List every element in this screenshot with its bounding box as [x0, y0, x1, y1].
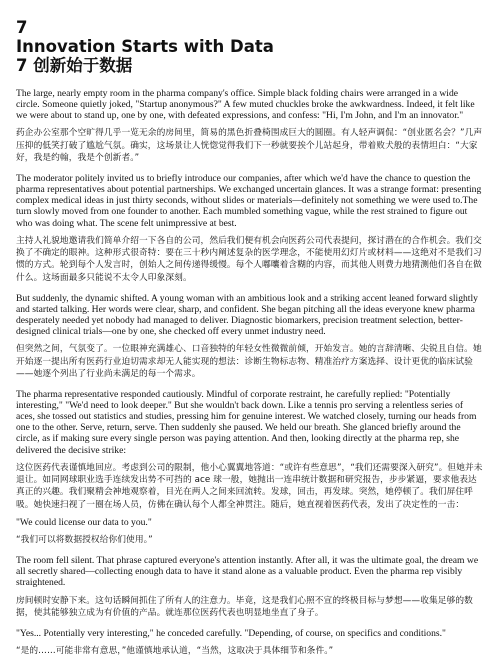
paragraph-en: The large, nearly empty room in the pharma company's office. Simple black folding chairs were arranged in a wide circle. Someone quietly joked, "Startup anonymous?" A few muted chuckles broke the awkwardness. Indeed, it felt like we were about to stand up, one by one, with defeated expressions, and confess: "Hi, I'm John, and I'm an innovator." [16, 88, 475, 122]
chapter-title-en: Innovation Starts with Data [16, 37, 274, 56]
paragraph-cn: “是的……可能非常有意思，”他谨慎地承认道，“当然，这取决于具体细节和条件。” [16, 646, 334, 657]
paragraph-cn: 药企办公室那个空旷得几乎一览无余的房间里，简易的黑色折叠椅围成巨大的圆圈。有人轻声调侃：“创业匿名会？”几声压抑的低笑打破了尴尬气氛。确实，这场景让人恍惚觉得我们下一秒就要挨个儿站起身，带着败犬般的表情坦白：“大家好，我是约翰，我是个创新者。” [16, 128, 483, 163]
paragraph-en: The moderator politely invited us to briefly introduce our companies, after which we'd have the chance to question the pharma representatives about potential partnerships. We exchanged uncertain glances. It was a strange format: presenting complex medical ideas in just thirty seconds, without slides or materials—definitely not something we were used to.The turn slowly moved from one founder to another. Each mumbled something vague, while the rest strained to figure out who was doing what. The scene felt unimpressive at best. [16, 173, 482, 229]
paragraph-en: The room fell silent. That phrase captured everyone's attention instantly. After all, it was the ultimate goal, the dream we all secretly shared—collecting enough data to have it stand alone as a valuable product. Even the pharma rep visibly straightened. [16, 555, 479, 589]
paragraph-en: "Yes... Potentially very interesting," he conceded carefully. "Depending, of course, on specifics and conditions." [16, 628, 446, 640]
paragraph-cn: 但突然之间，气氛变了。一位眼神充满雄心、口音独特的年轻女性微微前倾，开始发言。她的言辞清晰、尖锐且自信。她开始逐一提出所有医药行业迫切需求却无人能实现的想法：诊断生物标志物、精准治疗方案选择、设计更优的临床试验——她逐个列出了行业尚未满足的每一个需求。 [16, 344, 482, 379]
paragraph-en: The pharma representative responded cautiously. Mindful of corporate restraint, he carefully replied: "Potentially interesting," "We'd need to look deeper." But she wouldn't back down. Like a tennis pro serving a relentless series of aces, she tossed out statistics and studies, pressing him for genuine interest. We watched closely, turning our heads from one to the other. Serve, return, serve. Then suddenly she paused. We held our breath. She glanced briefly around the circle, as if making sure every single person was paying attention. And then, looking directly at the pharma rep, she delivered the decisive strike: [16, 389, 477, 456]
paragraph-en: But suddenly, the dynamic shifted. A young woman with an ambitious look and a striking accent leaned forward slightly and started talking. Her words were clear, sharp, and confident. She began pitching all the ideas everyone knew pharma desperately needed yet nobody had managed to deliver. Diagnostic biomarkers, precision treatment selection, better-designed clinical trials—one by one, she checked off every unmet industry need. [16, 292, 478, 338]
paragraph-cn: 房间顿时安静下来。这句话瞬间抓住了所有人的注意力。毕竟，这是我们心照不宣的终极目标与梦想——收集足够的数据，使其能够独立成为有价值的产品。就连那位医药代表也明显地坐直了身子。 [16, 595, 473, 618]
chapter-number: 7 [16, 18, 28, 37]
paragraph-cn: 主持人礼貌地邀请我们简单介绍一下各自的公司，然后我们便有机会向医药公司代表提问，探讨潜在的合作机会。我们交换了不确定的眼神。这种形式很奇特：要在三十秒内阐述复杂的医学理念，不能使用幻灯片或材料——这绝对不是我们习惯的方式。轮到每个人发言时，创始人之间传递得缓慢。每个人嘟囔着含糊的内容，而其他人则费力地猜测他们各自在做什么。这场面最多只能说不太令人印象深刻。 [16, 235, 482, 283]
chapter-title-cn: 7 创新始于数据 [16, 56, 133, 75]
paragraph-cn: 这位医药代表谨慎地回应。考虑到公司的限制，他小心翼翼地答道：“或许有些意思”，“我们还需要深入研究”。但她并未退让。如同网球职业选手连续发出势不可挡的 ace 球一般，她抛出一连串统计数据和研究报告，步步紧逼，要求他表达真正的兴趣。我们聚精会神地观察着，目光在两人之间来回流转。发球，回击，再发球。突然，她停顿了。我们屏住呼吸。她快速扫视了一圈在场人员，仿佛在确认每个人都全神贯注。随后，她直视着医药代表，发出了决定性的一击： [16, 462, 483, 510]
paragraph-en: "We could license our data to you." [16, 516, 152, 528]
paragraph-cn: “我们可以将数据授权给你们使用。” [16, 534, 153, 545]
